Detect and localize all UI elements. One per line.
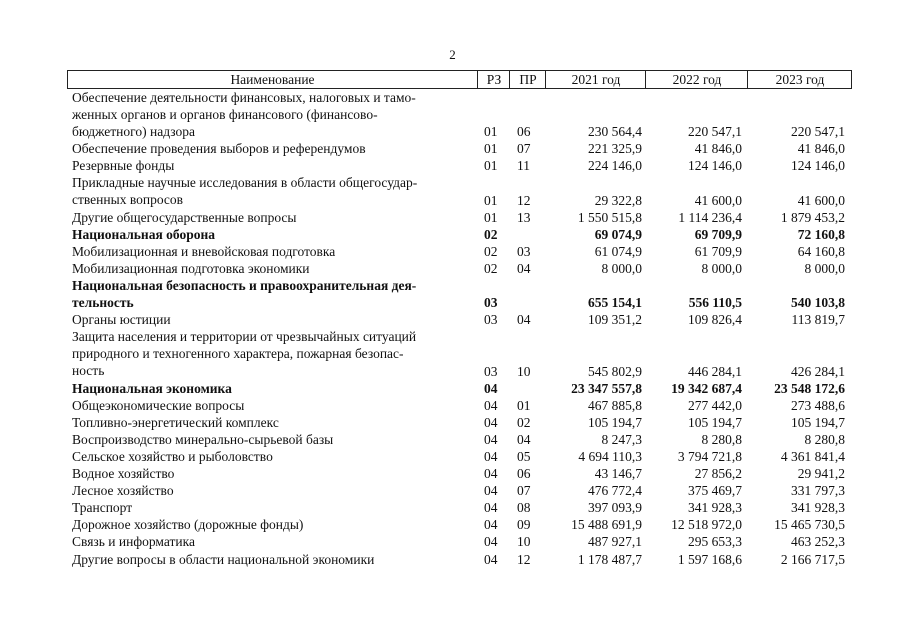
row-2021: 109 351,2 — [588, 312, 642, 328]
row-pr: 02 — [517, 414, 531, 430]
row-2022: 375 469,7 — [688, 483, 742, 499]
row-2021: 221 325,9 — [588, 141, 642, 157]
row-2022: 124 146,0 — [688, 158, 742, 174]
row-2021: 15 488 691,9 — [571, 517, 642, 533]
row-name — [72, 311, 472, 328]
row-2021: 1 178 487,7 — [577, 551, 642, 567]
row-name-line: бюджетного) надзора — [72, 124, 195, 139]
row-name — [72, 533, 472, 550]
row-name-line: ственных вопросов — [72, 192, 184, 208]
row-2021: 8 000,0 — [601, 260, 642, 276]
row-rz: 04 — [484, 551, 498, 567]
row-pr: 12 — [517, 551, 531, 567]
row-rz: 01 — [484, 158, 498, 174]
header-2021: 2021 год — [545, 71, 646, 88]
row-name-line: Воспроизводство минерально-сырьевой базы — [72, 431, 334, 447]
row-name-line: женных органов и органов финансового (финансово- — [72, 107, 378, 122]
row-name-line: Мобилизационная и вневойсковая подготовка — [72, 243, 336, 259]
header-rz: РЗ — [477, 71, 510, 88]
row-2021: 545 802,9 — [588, 363, 642, 379]
row-name-line: Связь и информатика — [72, 534, 195, 550]
budget-table — [67, 70, 852, 568]
row-rz: 01 — [484, 124, 498, 140]
row-rz: 04 — [484, 483, 498, 499]
row-name-line: Транспорт — [72, 500, 133, 516]
row-name — [72, 414, 472, 431]
row-2022: 8 280,8 — [701, 431, 742, 447]
row-name — [72, 277, 472, 311]
table-row — [67, 260, 852, 277]
row-name-line: Прикладные научные исследования в области общегосудар- — [72, 175, 418, 191]
row-2023: 220 547,1 — [791, 124, 845, 140]
row-2023: 15 465 730,5 — [774, 517, 845, 533]
row-name-line: Национальная экономика — [72, 380, 232, 396]
row-2023: 41 846,0 — [797, 141, 845, 157]
row-name-line: Мобилизационная подготовка экономики — [72, 260, 310, 276]
row-2023: 2 166 717,5 — [780, 551, 845, 567]
row-2021: 487 927,1 — [588, 534, 642, 550]
row-pr: 10 — [517, 534, 531, 550]
row-name — [72, 226, 472, 243]
table-row — [67, 140, 852, 157]
row-rz: 04 — [484, 380, 498, 396]
table-row — [67, 448, 852, 465]
row-rz: 04 — [484, 431, 498, 447]
row-2022: 109 826,4 — [688, 312, 742, 328]
row-2023: 341 928,3 — [791, 500, 845, 516]
row-2022: 61 709,9 — [694, 243, 742, 259]
table-row — [67, 311, 852, 328]
row-name-line: Национальная безопасность и правоохранительная дея- — [72, 278, 417, 294]
row-2022: 1 597 168,6 — [677, 551, 742, 567]
row-rz: 04 — [484, 466, 498, 482]
row-name-line: Сельское хозяйство и рыболовство — [72, 449, 273, 464]
row-name-line: Обеспечение деятельности финансовых, налоговых и тамо- — [72, 90, 416, 105]
row-name-line: Лесное хозяйство — [72, 483, 174, 499]
row-name-line: Другие вопросы в области национальной экономики — [72, 551, 375, 567]
row-name-line: Национальная оборона — [72, 226, 215, 242]
row-name — [72, 174, 472, 208]
row-name — [72, 140, 472, 157]
row-name — [72, 431, 472, 448]
row-pr: 07 — [517, 141, 531, 157]
row-2021: 4 694 110,3 — [578, 449, 642, 464]
row-2022: 295 653,3 — [688, 534, 742, 550]
row-2023: 1 879 453,2 — [780, 209, 845, 225]
table-row — [67, 89, 852, 140]
row-pr: 13 — [517, 209, 531, 225]
row-name-line: тельность — [72, 295, 134, 311]
row-pr: 10 — [517, 363, 531, 379]
row-rz: 01 — [484, 209, 498, 225]
row-2021: 43 146,7 — [594, 466, 642, 482]
row-2023: 23 548 172,6 — [774, 380, 845, 396]
row-pr: 09 — [517, 517, 531, 533]
row-2022: 12 518 972,0 — [671, 517, 742, 533]
row-2021: 61 074,9 — [594, 243, 642, 259]
row-2021: 230 564,4 — [588, 124, 642, 140]
row-name — [72, 243, 472, 260]
row-name — [72, 448, 472, 465]
row-2023: 8 280,8 — [804, 431, 845, 447]
header-name: Наименование — [230, 72, 315, 87]
table-body — [67, 89, 852, 568]
row-rz: 03 — [484, 312, 498, 328]
row-pr: 06 — [517, 466, 531, 482]
row-pr: 04 — [517, 431, 531, 447]
row-name — [72, 499, 472, 516]
table-row — [67, 533, 852, 550]
row-2023: 426 284,1 — [791, 363, 845, 379]
row-name-line: Защита населения и территории от чрезвычайных ситуаций — [72, 329, 417, 345]
row-rz: 02 — [484, 260, 498, 276]
row-2023: 331 797,3 — [791, 483, 845, 499]
row-pr: 01 — [517, 397, 531, 413]
row-2023: 540 103,8 — [791, 295, 845, 311]
row-2021: 69 074,9 — [594, 226, 642, 242]
row-pr: 04 — [517, 260, 531, 276]
row-rz: 04 — [484, 534, 498, 550]
row-rz: 04 — [484, 500, 498, 516]
table-row — [67, 328, 852, 379]
row-name — [72, 89, 472, 140]
row-rz: 01 — [484, 141, 498, 157]
row-2023: 4 361 841,4 — [780, 449, 845, 464]
row-2022: 341 928,3 — [688, 500, 742, 516]
row-2023: 72 160,8 — [797, 226, 845, 242]
row-pr: 11 — [517, 158, 530, 174]
table-row — [67, 431, 852, 448]
row-2021: 224 146,0 — [588, 158, 642, 174]
row-2023: 124 146,0 — [791, 158, 845, 174]
header-pr: ПР — [509, 71, 546, 88]
header-2023: 2023 год — [747, 71, 852, 88]
row-2021: 1 550 515,8 — [577, 209, 642, 225]
row-name-line: Общеэкономические вопросы — [72, 397, 245, 413]
row-pr: 07 — [517, 483, 531, 499]
row-2021: 23 347 557,8 — [571, 380, 642, 396]
row-name — [72, 328, 472, 379]
row-rz: 04 — [484, 517, 498, 533]
header-2022: 2022 год — [645, 71, 748, 88]
table-row — [67, 414, 852, 431]
row-pr: 03 — [517, 243, 531, 259]
table-row — [67, 516, 852, 533]
row-name — [72, 209, 472, 226]
table-row — [67, 277, 852, 311]
row-pr: 12 — [517, 192, 531, 208]
table-header — [67, 70, 852, 89]
row-name — [72, 482, 472, 499]
row-rz: 04 — [484, 414, 498, 430]
row-2021: 8 247,3 — [601, 431, 642, 447]
row-pr: 06 — [517, 124, 531, 140]
row-2022: 8 000,0 — [701, 260, 742, 276]
row-pr: 05 — [517, 449, 531, 464]
row-rz: 01 — [484, 192, 498, 208]
row-2022: 69 709,9 — [694, 226, 742, 242]
row-2021: 29 322,8 — [594, 192, 642, 208]
row-2023: 41 600,0 — [797, 192, 845, 208]
table-row — [67, 157, 852, 174]
row-2021: 476 772,4 — [588, 483, 642, 499]
row-name-line: Другие общегосударственные вопросы — [72, 209, 297, 225]
row-2023: 64 160,8 — [797, 243, 845, 259]
row-2023: 273 488,6 — [791, 397, 845, 413]
row-rz: 04 — [484, 397, 498, 413]
row-2022: 27 856,2 — [694, 466, 742, 482]
row-pr: 04 — [517, 312, 531, 328]
row-rz: 03 — [484, 295, 498, 311]
row-rz: 04 — [484, 449, 498, 464]
row-2021: 655 154,1 — [588, 295, 642, 311]
row-2022: 19 342 687,4 — [671, 380, 742, 396]
page-number: 2 — [449, 47, 456, 62]
row-2022: 220 547,1 — [688, 124, 742, 140]
row-name-line: Резервные фонды — [72, 158, 175, 174]
row-2022: 41 600,0 — [694, 192, 742, 208]
row-name-line: Дорожное хозяйство (дорожные фонды) — [72, 517, 304, 533]
row-rz: 03 — [484, 363, 498, 379]
row-2021: 105 194,7 — [588, 414, 642, 430]
row-pr: 08 — [517, 500, 531, 516]
table-row — [67, 551, 852, 568]
table-row — [67, 465, 852, 482]
table-row — [67, 397, 852, 414]
row-2023: 8 000,0 — [804, 260, 845, 276]
row-2022: 1 114 236,4 — [678, 209, 742, 225]
table-row — [67, 174, 852, 208]
row-name-line: ность — [72, 363, 105, 379]
row-name-line: Водное хозяйство — [72, 466, 175, 482]
row-name — [72, 397, 472, 414]
row-2022: 3 794 721,8 — [677, 449, 742, 464]
row-name — [72, 465, 472, 482]
table-row — [67, 209, 852, 226]
table-row — [67, 499, 852, 516]
row-2022: 105 194,7 — [688, 414, 742, 430]
row-2021: 397 093,9 — [588, 500, 642, 516]
row-name-line: Органы юстиции — [72, 312, 171, 328]
row-2022: 556 110,5 — [688, 295, 742, 311]
row-name — [72, 157, 472, 174]
row-2021: 467 885,8 — [588, 397, 642, 413]
row-name — [72, 516, 472, 533]
row-2022: 277 442,0 — [688, 397, 742, 413]
row-rz: 02 — [484, 243, 498, 259]
row-name-line: природного и техногенного характера, пожарная безопас- — [72, 346, 404, 362]
table-row — [67, 380, 852, 397]
table-row — [67, 243, 852, 260]
row-2023: 105 194,7 — [791, 414, 845, 430]
row-2022: 446 284,1 — [688, 363, 742, 379]
table-row — [67, 226, 852, 243]
row-name — [72, 380, 472, 397]
row-name-line: Обеспечение проведения выборов и референдумов — [72, 141, 366, 157]
row-2023: 29 941,2 — [797, 466, 845, 482]
table-row — [67, 482, 852, 499]
row-rz: 02 — [484, 226, 498, 242]
row-name — [72, 260, 472, 277]
row-2023: 113 819,7 — [791, 312, 845, 328]
row-2022: 41 846,0 — [694, 141, 742, 157]
row-name-line: Топливно-энергетический комплекс — [72, 414, 279, 430]
row-2023: 463 252,3 — [791, 534, 845, 550]
row-name — [72, 551, 472, 568]
